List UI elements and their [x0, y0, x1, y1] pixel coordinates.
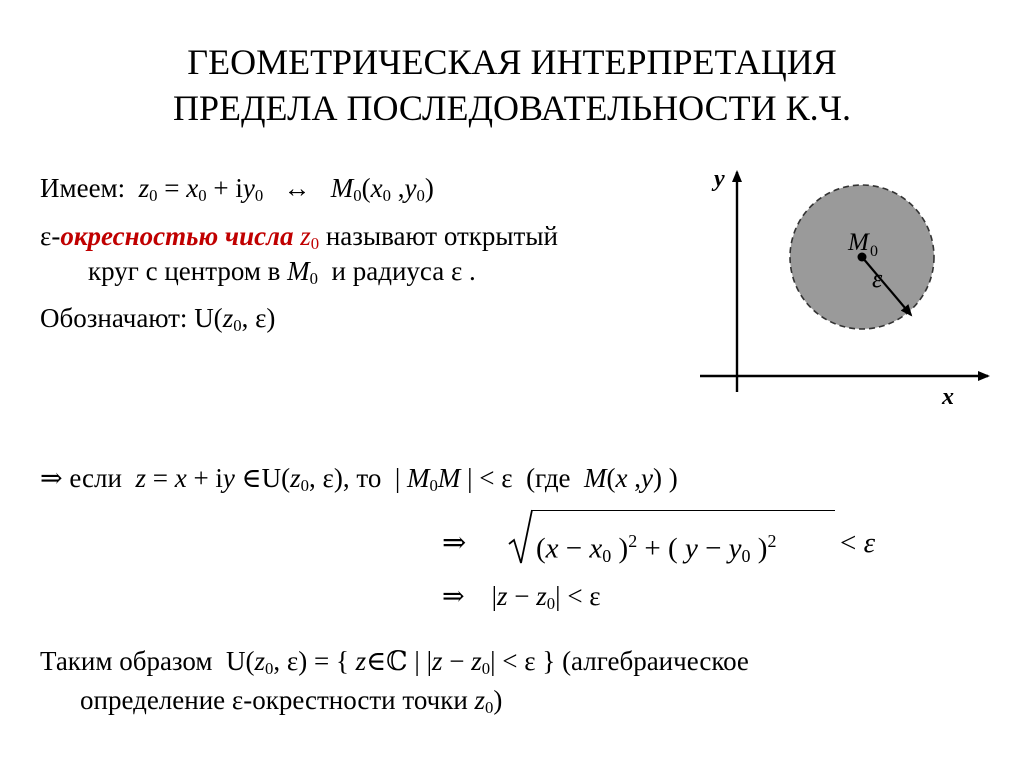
if-word: если	[69, 463, 122, 493]
epsilon-label: ε	[872, 264, 883, 293]
line-definition: определение ε-окрестности точки $z_0$)	[80, 685, 503, 718]
sqrt-less-eps: < ε	[840, 527, 876, 559]
radius-text: и радиуса ε .	[331, 256, 476, 286]
complex-plane-figure	[690, 160, 1000, 410]
thus-text: Таким образом	[40, 646, 213, 676]
line-have: Имеем: $z_0 = x_0 + iy_0$ ↔ $M_0(x_0$ $,y_0$)	[40, 173, 434, 206]
sqrt-sign	[508, 508, 534, 566]
denote-label: Обозначают:	[40, 303, 188, 333]
m0-subscript: 0	[870, 243, 878, 260]
then-word: то	[356, 463, 382, 493]
eps-prefix: ε-	[40, 221, 61, 251]
line-if: ⇒ если z = x + iy $\in U(z_0$, ε), то | $M_0M$ | < ε (где M(x ,y) )	[40, 463, 678, 496]
line-sqrt: ⇒	[442, 527, 467, 559]
have-label: Имеем:	[40, 173, 126, 203]
algebraic-text: (алгебраическое	[562, 646, 749, 676]
x-axis-label: x	[942, 384, 954, 410]
slide-title-line2: ПРЕДЕЛА ПОСЛЕДОВАТЕЛЬНОСТИ К.Ч.	[172, 88, 852, 128]
sqrt-expression: ($x - x_0$ )$^2$ + ( $y - y_0$ )$^2$	[536, 531, 777, 567]
circle-text: круг с центром в	[88, 256, 281, 286]
line-thus: Таким образом $U(z_0$, ε) = { z∈ℂ | $|z - z_0| < \varepsilon$ } (алгебраическое	[40, 646, 749, 679]
line-modulus: ⇒ $|z - z_0| < \varepsilon$	[442, 581, 601, 614]
line-denote: Обозначают: $U(z_0$, ε)	[40, 303, 276, 336]
y-axis-label: y	[714, 166, 725, 192]
slide-title-line1: ГЕОМЕТРИЧЕСКАЯ ИНТЕРПРЕТАЦИЯ	[187, 42, 837, 82]
definition-text: определение ε-окрестности точки	[80, 685, 468, 715]
where-word: (где	[526, 463, 571, 493]
line-circle: круг с центром в $M_0$ и радиуса ε .	[88, 256, 476, 289]
neighborhood-phrase: окресностью числа	[60, 221, 294, 251]
called-text: называют открытый	[325, 221, 558, 251]
line-neighborhood: ε-окресностью числа $z_0$ называют открытый	[40, 221, 558, 254]
m0-label: M	[848, 229, 869, 256]
